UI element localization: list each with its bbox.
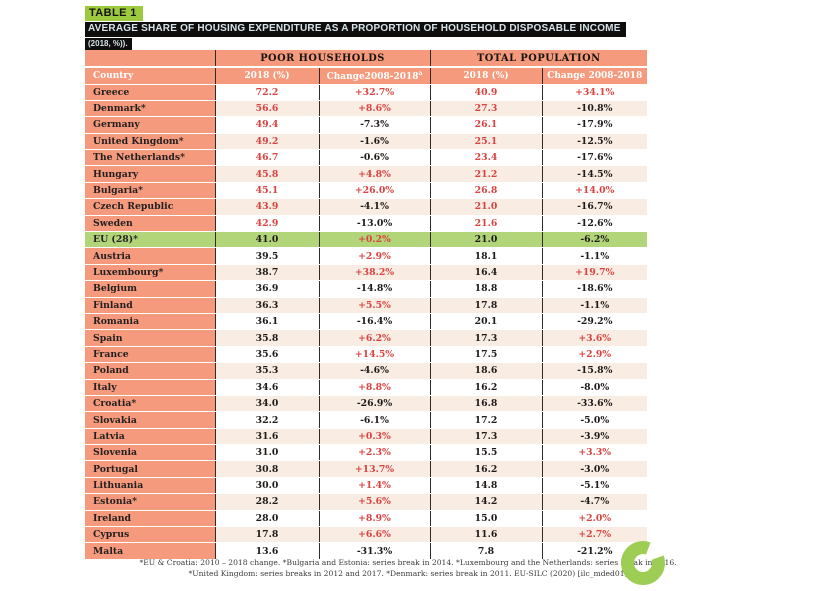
poor-2018-cell: 45.1 <box>215 182 319 198</box>
total-change-cell: -1.1% <box>542 297 647 313</box>
poor-change-cell: +5.6% <box>319 494 430 510</box>
table-row <box>85 527 647 543</box>
table-row <box>85 477 647 493</box>
page-title: AVERAGE SHARE OF HOUSING EXPENDITURE AS A PROPORTION OF HOUSEHOLD DISPOSABLE INCOME <box>85 22 626 37</box>
table-row <box>85 133 647 149</box>
total-2018-cell: 14.2 <box>430 494 542 510</box>
table-row <box>85 543 647 559</box>
table-row <box>85 248 647 264</box>
country-cell: Denmark* <box>85 100 215 116</box>
group-header-row <box>85 50 647 67</box>
total-2018-cell: 18.8 <box>430 281 542 297</box>
country-cell: Greece <box>85 84 215 100</box>
country-cell: Romania <box>85 313 215 329</box>
poor-change-cell: -16.4% <box>319 313 430 329</box>
total-change-cell: +34.1% <box>542 84 647 100</box>
total-change-cell: -17.9% <box>542 117 647 133</box>
country-cell: Luxembourg* <box>85 264 215 280</box>
total-2018-cell: 26.1 <box>430 117 542 133</box>
table-row <box>85 117 647 133</box>
group-header-total-population: TOTAL POPULATION <box>430 50 647 67</box>
group-header-poor-households: POOR HOUSEHOLDS <box>215 50 430 67</box>
poor-change-cell: -26.9% <box>319 395 430 411</box>
total-change-cell: +2.7% <box>542 527 647 543</box>
green-c-logo-icon <box>605 527 681 591</box>
country-cell: Hungary <box>85 166 215 182</box>
report-page <box>85 3 647 560</box>
table-row <box>85 150 647 166</box>
total-2018-cell: 21.0 <box>430 232 542 248</box>
total-change-cell: -18.6% <box>542 281 647 297</box>
poor-2018-cell: 13.6 <box>215 543 319 559</box>
total-2018-cell: 21.0 <box>430 199 542 215</box>
poor-change-cell: +0.3% <box>319 428 430 444</box>
poor-2018-cell: 17.8 <box>215 527 319 543</box>
total-change-cell: -3.9% <box>542 428 647 444</box>
column-header-row <box>85 67 647 84</box>
poor-change-cell: +38.2% <box>319 264 430 280</box>
footnote-line-1: *EU & Croatia: 2010 – 2018 change. *Bulgaria and Estonia: series break in 2014. *Luxembourg and the Netherlands: series break in 2016. <box>139 558 677 567</box>
poor-change-cell: -13.0% <box>319 215 430 231</box>
corner-cell <box>85 50 215 67</box>
country-cell: Austria <box>85 248 215 264</box>
total-2018-cell: 21.2 <box>430 166 542 182</box>
poor-2018-cell: 49.2 <box>215 133 319 149</box>
poor-change-cell: +13.7% <box>319 461 430 477</box>
total-2018-cell: 16.2 <box>430 379 542 395</box>
total-change-cell: -8.0% <box>542 379 647 395</box>
total-2018-cell: 15.5 <box>430 445 542 461</box>
poor-change-cell: +6.2% <box>319 330 430 346</box>
total-2018-cell: 17.2 <box>430 412 542 428</box>
poor-2018-cell: 45.8 <box>215 166 319 182</box>
poor-change-cell: +8.9% <box>319 510 430 526</box>
total-2018-cell: 14.8 <box>430 477 542 493</box>
total-change-cell: -5.1% <box>542 477 647 493</box>
total-change-cell: -16.7% <box>542 199 647 215</box>
poor-2018-cell: 39.5 <box>215 248 319 264</box>
poor-2018-cell: 35.3 <box>215 363 319 379</box>
total-2018-cell: 17.8 <box>430 297 542 313</box>
total-change-cell: -6.2% <box>542 232 647 248</box>
total-change-cell: -33.6% <box>542 395 647 411</box>
poor-change-cell: +1.4% <box>319 477 430 493</box>
table-row <box>85 363 647 379</box>
poor-2018-cell: 38.7 <box>215 264 319 280</box>
table-row <box>85 182 647 198</box>
table-row <box>85 199 647 215</box>
country-cell: EU (28)* <box>85 232 215 248</box>
total-change-cell: +2.9% <box>542 346 647 362</box>
country-cell: Finland <box>85 297 215 313</box>
table-row <box>85 297 647 313</box>
table-row <box>85 445 647 461</box>
total-2018-cell: 17.3 <box>430 428 542 444</box>
total-2018-cell: 16.2 <box>430 461 542 477</box>
poor-2018-cell: 41.0 <box>215 232 319 248</box>
poor-2018-cell: 46.7 <box>215 150 319 166</box>
table-row <box>85 313 647 329</box>
poor-change-cell: +5.5% <box>319 297 430 313</box>
total-change-cell: +19.7% <box>542 264 647 280</box>
poor-2018-cell: 34.0 <box>215 395 319 411</box>
poor-2018-cell: 42.9 <box>215 215 319 231</box>
table-row <box>85 281 647 297</box>
footnotes <box>0 558 816 579</box>
table-row <box>85 494 647 510</box>
poor-change-cell: -14.8% <box>319 281 430 297</box>
footnote-marker: a <box>418 69 423 77</box>
total-change-cell: -21.2% <box>542 543 647 559</box>
column-header-poor-2018: 2018 (%) <box>215 67 319 84</box>
country-cell: Spain <box>85 330 215 346</box>
table-row <box>85 264 647 280</box>
country-cell: United Kingdom* <box>85 133 215 149</box>
column-header-poor-change-label: Change2008-2018 <box>326 71 419 82</box>
country-cell: Estonia* <box>85 494 215 510</box>
poor-2018-cell: 56.6 <box>215 100 319 116</box>
total-2018-cell: 18.6 <box>430 363 542 379</box>
total-change-cell: -3.0% <box>542 461 647 477</box>
country-cell: Czech Republic <box>85 199 215 215</box>
table-row <box>85 510 647 526</box>
total-change-cell: +2.0% <box>542 510 647 526</box>
total-2018-cell: 16.8 <box>430 395 542 411</box>
country-cell: Italy <box>85 379 215 395</box>
table-row <box>85 84 647 100</box>
table-body <box>85 84 647 559</box>
total-2018-cell: 27.3 <box>430 100 542 116</box>
poor-change-cell: -7.3% <box>319 117 430 133</box>
column-header-poor-change <box>319 67 430 84</box>
poor-change-cell: +4.8% <box>319 166 430 182</box>
poor-2018-cell: 49.4 <box>215 117 319 133</box>
poor-change-cell: -0.6% <box>319 150 430 166</box>
total-2018-cell: 17.5 <box>430 346 542 362</box>
country-cell: Malta <box>85 543 215 559</box>
country-cell: Ireland <box>85 510 215 526</box>
table-row <box>85 346 647 362</box>
total-change-cell: +14.0% <box>542 182 647 198</box>
poor-change-cell: +32.7% <box>319 84 430 100</box>
poor-change-cell: +14.5% <box>319 346 430 362</box>
total-change-cell: -17.6% <box>542 150 647 166</box>
country-cell: Germany <box>85 117 215 133</box>
table-row <box>85 412 647 428</box>
poor-2018-cell: 36.1 <box>215 313 319 329</box>
country-cell: Belgium <box>85 281 215 297</box>
housing-expenditure-table <box>85 50 647 560</box>
country-cell: Poland <box>85 363 215 379</box>
poor-change-cell: -1.6% <box>319 133 430 149</box>
total-change-cell: +3.6% <box>542 330 647 346</box>
country-cell: Bulgaria* <box>85 182 215 198</box>
poor-2018-cell: 30.0 <box>215 477 319 493</box>
country-cell: Portugal <box>85 461 215 477</box>
table-row <box>85 330 647 346</box>
poor-change-cell: +0.2% <box>319 232 430 248</box>
country-cell: Slovakia <box>85 412 215 428</box>
total-change-cell: -1.1% <box>542 248 647 264</box>
total-2018-cell: 7.8 <box>430 543 542 559</box>
total-change-cell: -5.0% <box>542 412 647 428</box>
total-2018-cell: 20.1 <box>430 313 542 329</box>
total-change-cell: +3.3% <box>542 445 647 461</box>
country-cell: France <box>85 346 215 362</box>
poor-change-cell: -4.6% <box>319 363 430 379</box>
poor-2018-cell: 30.8 <box>215 461 319 477</box>
column-header-total-2018: 2018 (%) <box>430 67 542 84</box>
poor-2018-cell: 35.8 <box>215 330 319 346</box>
poor-2018-cell: 34.6 <box>215 379 319 395</box>
country-cell: Sweden <box>85 215 215 231</box>
total-2018-cell: 16.4 <box>430 264 542 280</box>
total-change-cell: -14.5% <box>542 166 647 182</box>
poor-change-cell: -31.3% <box>319 543 430 559</box>
poor-change-cell: +6.6% <box>319 527 430 543</box>
table-row <box>85 100 647 116</box>
country-cell: Cyprus <box>85 527 215 543</box>
country-cell: Croatia* <box>85 395 215 411</box>
poor-change-cell: -6.1% <box>319 412 430 428</box>
poor-2018-cell: 43.9 <box>215 199 319 215</box>
poor-change-cell: +8.8% <box>319 379 430 395</box>
table-row-eu-average <box>85 232 647 248</box>
poor-change-cell: -4.1% <box>319 199 430 215</box>
poor-2018-cell: 32.2 <box>215 412 319 428</box>
table-row <box>85 379 647 395</box>
country-cell: The Netherlands* <box>85 150 215 166</box>
poor-2018-cell: 35.6 <box>215 346 319 362</box>
country-cell: Slovenia <box>85 445 215 461</box>
page-subtitle: (2018, %)). <box>85 38 132 50</box>
table-row <box>85 461 647 477</box>
total-2018-cell: 26.8 <box>430 182 542 198</box>
poor-2018-cell: 72.2 <box>215 84 319 100</box>
poor-change-cell: +2.3% <box>319 445 430 461</box>
total-2018-cell: 11.6 <box>430 527 542 543</box>
country-cell: Lithuania <box>85 477 215 493</box>
footnote-line-2: *United Kingdom: series breaks in 2012 and 2017. *Denmark: series break in 2011. EU-SILC (2020) [ilc_mded01] <box>188 568 628 578</box>
table-row <box>85 395 647 411</box>
total-change-cell: -12.6% <box>542 215 647 231</box>
poor-2018-cell: 36.3 <box>215 297 319 313</box>
total-2018-cell: 18.1 <box>430 248 542 264</box>
total-2018-cell: 25.1 <box>430 133 542 149</box>
column-header-total-change: Change 2008-2018 <box>542 67 647 84</box>
total-change-cell: -4.7% <box>542 494 647 510</box>
table-row <box>85 166 647 182</box>
poor-2018-cell: 31.6 <box>215 428 319 444</box>
total-2018-cell: 17.3 <box>430 330 542 346</box>
table-row <box>85 428 647 444</box>
poor-2018-cell: 28.2 <box>215 494 319 510</box>
total-2018-cell: 40.9 <box>430 84 542 100</box>
total-2018-cell: 15.0 <box>430 510 542 526</box>
poor-2018-cell: 31.0 <box>215 445 319 461</box>
poor-change-cell: +8.6% <box>319 100 430 116</box>
poor-2018-cell: 28.0 <box>215 510 319 526</box>
poor-2018-cell: 36.9 <box>215 281 319 297</box>
total-2018-cell: 23.4 <box>430 150 542 166</box>
total-change-cell: -29.2% <box>542 313 647 329</box>
country-cell: Latvia <box>85 428 215 444</box>
table-row <box>85 215 647 231</box>
total-change-cell: -15.8% <box>542 363 647 379</box>
total-change-cell: -10.8% <box>542 100 647 116</box>
poor-change-cell: +26.0% <box>319 182 430 198</box>
table-number-label: TABLE 1 <box>85 6 143 21</box>
total-2018-cell: 21.6 <box>430 215 542 231</box>
poor-change-cell: +2.9% <box>319 248 430 264</box>
total-change-cell: -12.5% <box>542 133 647 149</box>
column-header-country: Country <box>85 67 215 84</box>
